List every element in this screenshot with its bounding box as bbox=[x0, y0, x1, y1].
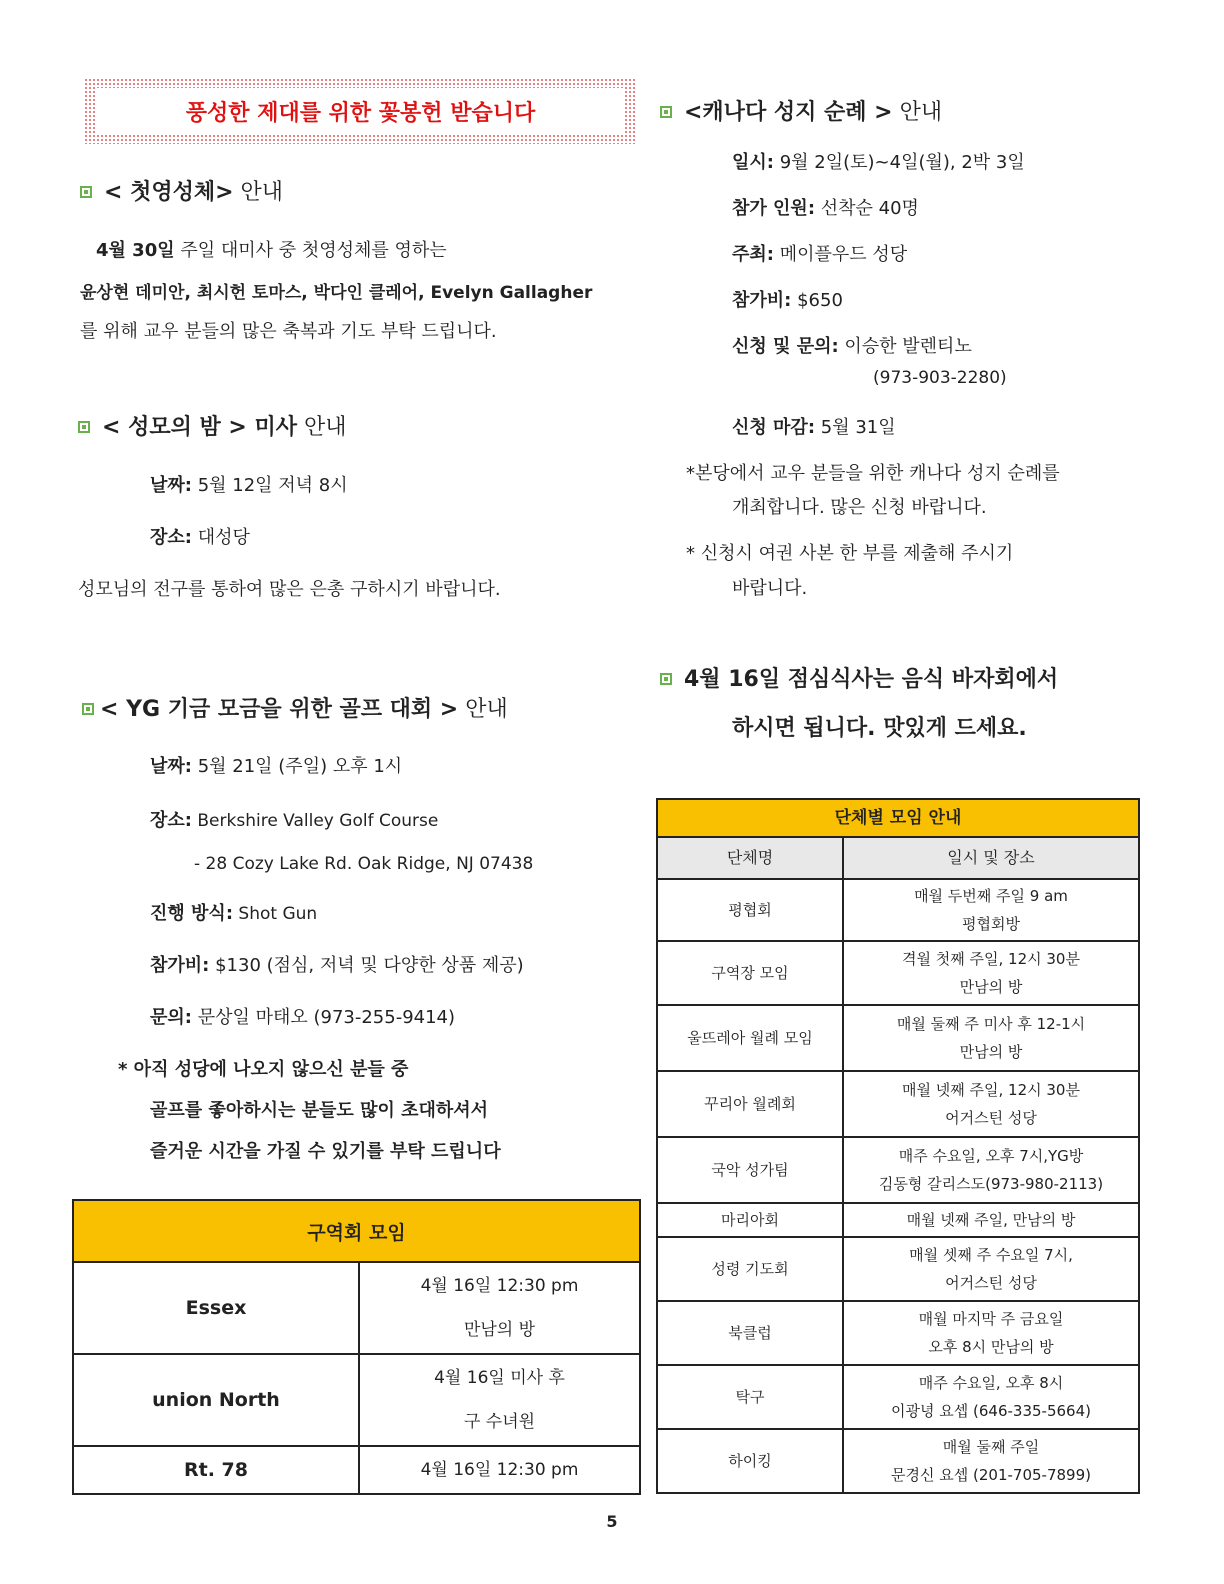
canada-host: 주최: 메이플우드 성당 bbox=[732, 244, 908, 265]
first-communion-names: 윤상현 데미안, 최시헌 토마스, 박다인 클레어, Evelyn Gallagher bbox=[80, 283, 593, 303]
golf-place: 장소: Berkshire Valley Golf Course bbox=[150, 810, 439, 831]
table-row: 평협회 매월 두번째 주일 9 am 평협회방 bbox=[657, 879, 1139, 941]
district-meeting-table bbox=[72, 1199, 641, 1495]
table-row: 탁구 매주 수요일, 오후 8시 이광녕 요셉 (646-335-5664) bbox=[657, 1365, 1139, 1429]
table-row: 구역장 모임 격월 첫째 주일, 12시 30분 만남의 방 bbox=[657, 941, 1139, 1005]
golf-note2: 골프를 좋아하시는 분들도 많이 초대하셔서 bbox=[150, 1100, 489, 1121]
table-row: 울뜨레아 월례 모임 매월 둘째 주 미사 후 12-1시 만남의 방 bbox=[657, 1005, 1139, 1071]
canada-note1a: *본당에서 교우 분들을 위한 캐나다 성지 순례를 bbox=[686, 463, 1060, 484]
lunch-notice-line1: 4월 16일 점심식사는 음식 바자회에서 bbox=[660, 662, 1058, 693]
group-col-name-header: 단체명 bbox=[657, 837, 843, 879]
golf-method: 진행 방식: Shot Gun bbox=[150, 903, 318, 924]
canada-apply-phone: (973-903-2280) bbox=[873, 368, 1007, 388]
table-row: 마리아회 매월 넷째 주일, 만남의 방 bbox=[657, 1203, 1139, 1237]
mary-night-date: 날짜: 5월 12일 저녁 8시 bbox=[150, 475, 348, 496]
table-row: Essex 4월 16일 12:30 pm 만남의 방 bbox=[73, 1262, 640, 1354]
canada-people: 참가 인원: 선착순 40명 bbox=[732, 198, 919, 219]
first-communion-heading: < 첫영성체> 안내 bbox=[80, 175, 283, 206]
lunch-notice-line2: 하시면 됩니다. 맛있게 드세요. bbox=[732, 716, 1027, 741]
table-row: 국악 성가팀 매주 수요일, 오후 7시,YG방 김동형 갈리스도(973-980-2113) bbox=[657, 1137, 1139, 1203]
canada-pilgrimage-heading: <캐나다 성지 순례 > 안내 bbox=[660, 95, 942, 126]
canada-apply: 신청 및 문의: 이승한 발렌티노 bbox=[732, 336, 972, 357]
golf-heading: < YG 기금 모금을 위한 골프 대회 > 안내 bbox=[82, 692, 508, 723]
square-bullet-icon bbox=[660, 673, 672, 685]
golf-date: 날짜: 5월 21일 (주일) 오후 1시 bbox=[150, 756, 403, 777]
golf-fee: 참가비: $130 (점심, 저녁 및 다양한 상품 제공) bbox=[150, 955, 524, 976]
square-bullet-icon bbox=[78, 421, 90, 433]
flower-offering-banner bbox=[84, 78, 637, 144]
canada-note2b: 바랍니다. bbox=[732, 578, 808, 599]
group-meeting-table bbox=[656, 798, 1140, 1494]
canada-fee: 참가비: $650 bbox=[732, 290, 843, 311]
table-row: 하이킹 매월 둘째 주일 문경신 요셉 (201-705-7899) bbox=[657, 1429, 1139, 1493]
canada-date: 일시: 9월 2일(토)~4일(월), 2박 3일 bbox=[732, 152, 1025, 173]
square-bullet-icon bbox=[80, 186, 92, 198]
first-communion-line3: 를 위해 교우 분들의 많은 축복과 기도 부탁 드립니다. bbox=[80, 321, 497, 342]
table-row: 성령 기도회 매월 셋째 주 수요일 7시, 어거스틴 성당 bbox=[657, 1237, 1139, 1301]
table-row: Rt. 78 4월 16일 12:30 pm bbox=[73, 1446, 640, 1494]
canada-note2a: * 신청시 여권 사본 한 부를 제출해 주시기 bbox=[686, 543, 1014, 564]
group-col-schedule-header: 일시 및 장소 bbox=[843, 837, 1139, 879]
banner-text: 풍성한 제대를 위한 꽃봉헌 받습니다 bbox=[185, 100, 536, 126]
table-row: union North 4월 16일 미사 후 구 수녀원 bbox=[73, 1354, 640, 1446]
canada-note1b: 개최합니다. 많은 신청 바랍니다. bbox=[732, 497, 987, 518]
table-row: 꾸리아 월례회 매월 넷째 주일, 12시 30분 어거스틴 성당 bbox=[657, 1071, 1139, 1137]
mary-night-note: 성모님의 전구를 통하여 많은 은총 구하시기 바랍니다. bbox=[78, 579, 501, 600]
district-table-title: 구역회 모임 bbox=[73, 1200, 640, 1262]
table-row: 북클럽 매월 마지막 주 금요일 오후 8시 만남의 방 bbox=[657, 1301, 1139, 1365]
golf-note3: 즐거운 시간을 가질 수 있기를 부탁 드립니다 bbox=[150, 1141, 501, 1162]
mary-night-place: 장소: 대성당 bbox=[150, 527, 250, 548]
mary-night-heading: < 성모의 밤 > 미사 안내 bbox=[78, 410, 347, 441]
page-number: 5 bbox=[606, 1512, 618, 1531]
golf-contact: 문의: 문상일 마태오 (973-255-9414) bbox=[150, 1007, 456, 1028]
group-table-title: 단체별 모임 안내 bbox=[657, 799, 1139, 837]
square-bullet-icon bbox=[82, 703, 94, 715]
canada-deadline: 신청 마감: 5월 31일 bbox=[732, 417, 896, 438]
square-bullet-icon bbox=[660, 106, 672, 118]
golf-address: - 28 Cozy Lake Rd. Oak Ridge, NJ 07438 bbox=[194, 854, 534, 874]
golf-note1: * 아직 성당에 나오지 않으신 분들 중 bbox=[118, 1059, 409, 1080]
first-communion-line1: 4월 30일 주일 대미사 중 첫영성체를 영하는 bbox=[96, 240, 447, 261]
